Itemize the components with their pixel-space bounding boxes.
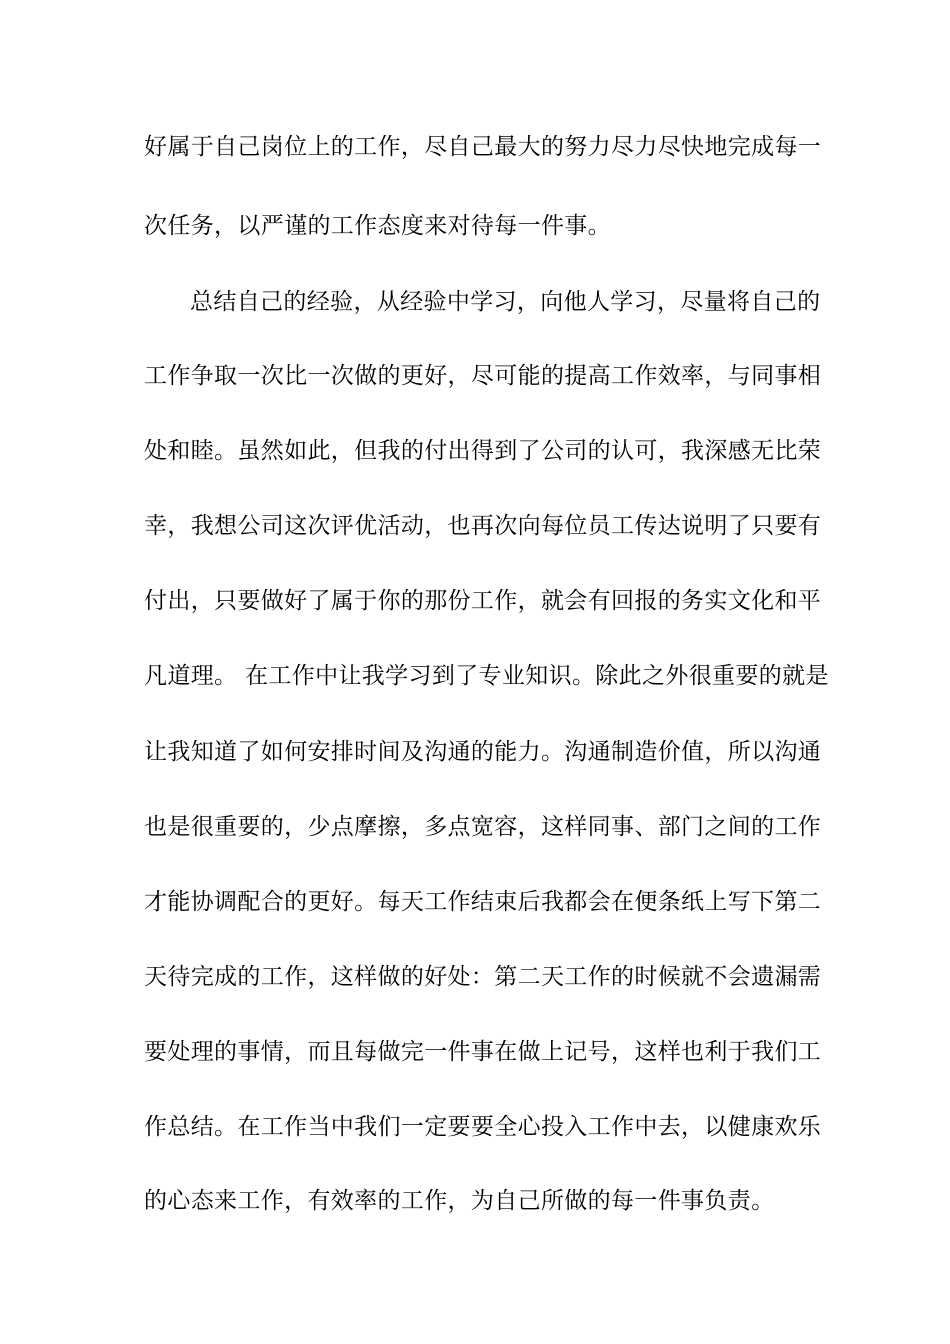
text-line: 要处理的事情，而且每做完一件事在做上记号，这样也利于我们工 <box>144 1039 822 1065</box>
text-line: 付出，只要做好了属于你的那份工作，就会有回报的务实文化和平 <box>144 588 822 614</box>
text-line: 也是很重要的，少点摩擦，多点宽容，这样同事、部门之间的工作 <box>144 814 822 840</box>
text-line: 处和睦。虽然如此，但我的付出得到了公司的认可，我深感无比荣 <box>144 438 822 464</box>
text-line: 幸，我想公司这次评优活动，也再次向每位员工传达说明了只要有 <box>144 513 822 539</box>
paragraph-first-line: 总结自己的经验，从经验中学习，向他人学习，尽量将自己的 <box>190 289 821 315</box>
text-line: 天待完成的工作，这样做的好处：第二天工作的时候就不会遗漏需 <box>144 964 822 990</box>
text-line: 凡道理。 在工作中让我学习到了专业知识。除此之外很重要的就是 <box>144 663 829 689</box>
text-line: 次任务，以严谨的工作态度来对待每一件事。 <box>144 213 611 239</box>
text-line: 好属于自己岗位上的工作，尽自己最大的努力尽力尽快地完成每一 <box>144 134 822 160</box>
text-line: 的心态来工作，有效率的工作，为自己所做的每一件事负责。 <box>144 1188 775 1214</box>
text-line: 才能协调配合的更好。每天工作结束后我都会在便条纸上写下第二 <box>144 889 822 915</box>
text-line: 作总结。在工作当中我们一定要要全心投入工作中去，以健康欢乐 <box>144 1114 822 1140</box>
text-line: 工作争取一次比一次做的更好，尽可能的提高工作效率，与同事相 <box>144 363 822 389</box>
text-line: 让我知道了如何安排时间及沟通的能力。沟通制造价值，所以沟通 <box>144 739 822 765</box>
